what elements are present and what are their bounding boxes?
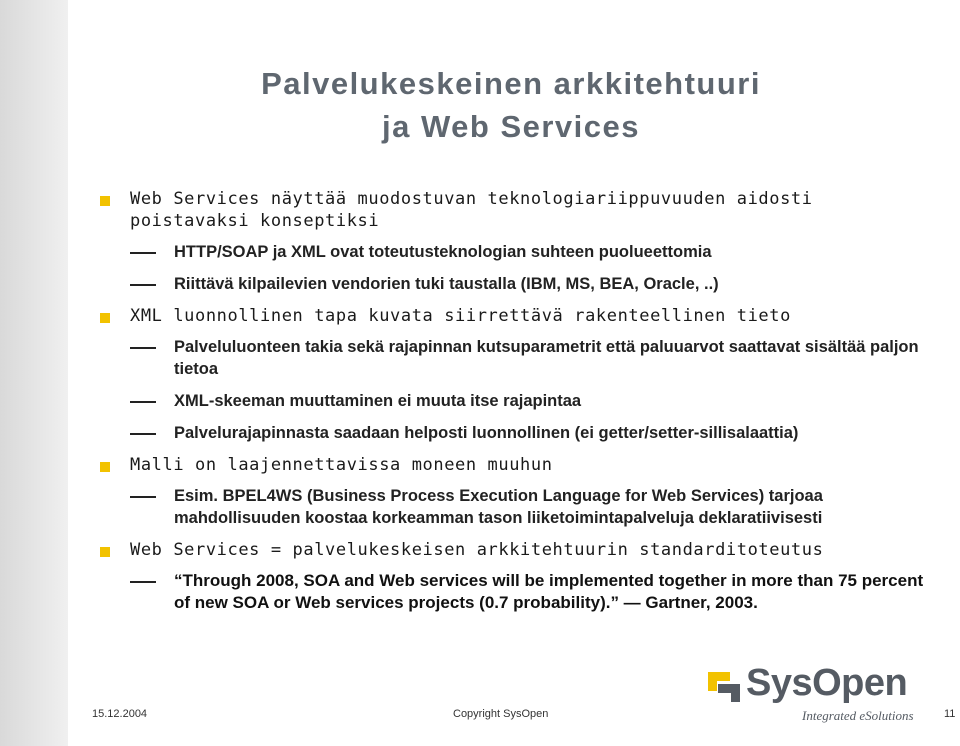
dash-bullet-icon	[130, 347, 156, 349]
square-bullet-icon	[100, 547, 110, 557]
sub-bullet-1-1-text: HTTP/SOAP ja XML ovat toteutusteknologian suhteen puolueettomia	[174, 243, 712, 261]
sysopen-logo-icon	[706, 670, 742, 704]
sub-bullet-2-2	[100, 390, 940, 412]
dash-bullet-icon	[130, 252, 156, 254]
dash-bullet-icon	[130, 496, 156, 498]
sub-bullet-4-1	[100, 570, 940, 614]
bullet-2	[100, 305, 940, 327]
dash-bullet-icon	[130, 581, 156, 583]
sub-bullet-2-3-text: Palvelurajapinnasta saadaan helposti luonnollinen (ei getter/setter-sillisalaattia)	[174, 424, 799, 442]
square-bullet-icon	[100, 196, 110, 206]
slide-title	[90, 62, 932, 148]
sub-bullet-1-2-text: Riittävä kilpailevien vendorien tuki taustalla (IBM, MS, BEA, Oracle, ..)	[174, 275, 719, 293]
sub-bullet-2-3	[100, 422, 940, 444]
sub-bullet-3-1	[100, 485, 940, 529]
bullet-3-text: Malli on laajennettavissa moneen muuhun	[130, 455, 553, 475]
logo-tagline: Integrated eSolutions	[802, 708, 914, 723]
bullet-1	[100, 188, 940, 232]
sub-bullet-2-1	[100, 336, 940, 380]
gartner-quote: “Through 2008, SOA and Web services will be implemented together in more than 75 percent of new SOA or Web services projects (0.7 probability).” — Gartner, 2003.	[174, 571, 924, 612]
bullet-3	[100, 454, 940, 476]
bullet-4	[100, 539, 940, 561]
sub-bullet-3-1-text: Esim. BPEL4WS (Business Process Execution Language for Web Services) tarjoaa mahdollisuuden koostaa korkeamman tason liiketoimintapalveluja deklaratiivisesti	[174, 487, 823, 527]
slide-content	[100, 188, 940, 624]
bullet-1-text: Web Services näyttää muodostuvan teknologiariippuvuuden aidosti poistavaksi konseptiksi	[130, 189, 813, 231]
footer-page-number: 11	[944, 708, 956, 720]
footer-copyright: Copyright SysOpen	[453, 708, 549, 720]
sub-bullet-1-2	[100, 273, 940, 295]
dash-bullet-icon	[130, 284, 156, 286]
sub-bullet-2-1-text: Palveluluonteen takia sekä rajapinnan kutsuparametrit että paluuarvot saattavat sisältää paljon tietoa	[174, 338, 919, 378]
square-bullet-icon	[100, 313, 110, 323]
footer-date: 15.12.2004	[92, 708, 148, 720]
sub-bullet-2-2-text: XML-skeeman muuttaminen ei muuta itse rajapintaa	[174, 392, 582, 410]
square-bullet-icon	[100, 462, 110, 472]
title-line-2: ja Web Services	[381, 109, 640, 144]
left-decorative-strip	[0, 0, 68, 746]
title-line-1: Palvelukeskeinen arkkitehtuuri	[261, 66, 761, 101]
dash-bullet-icon	[130, 433, 156, 435]
sub-bullet-1-1	[100, 241, 940, 263]
bullet-2-text: XML luonnollinen tapa kuvata siirrettävä rakenteellinen tieto	[130, 306, 791, 326]
sysopen-logo	[706, 662, 942, 728]
dash-bullet-icon	[130, 401, 156, 403]
logo-name: SysOpen	[746, 662, 908, 704]
bullet-4-text: Web Services = palvelukeskeisen arkkitehtuurin standarditoteutus	[130, 540, 824, 560]
